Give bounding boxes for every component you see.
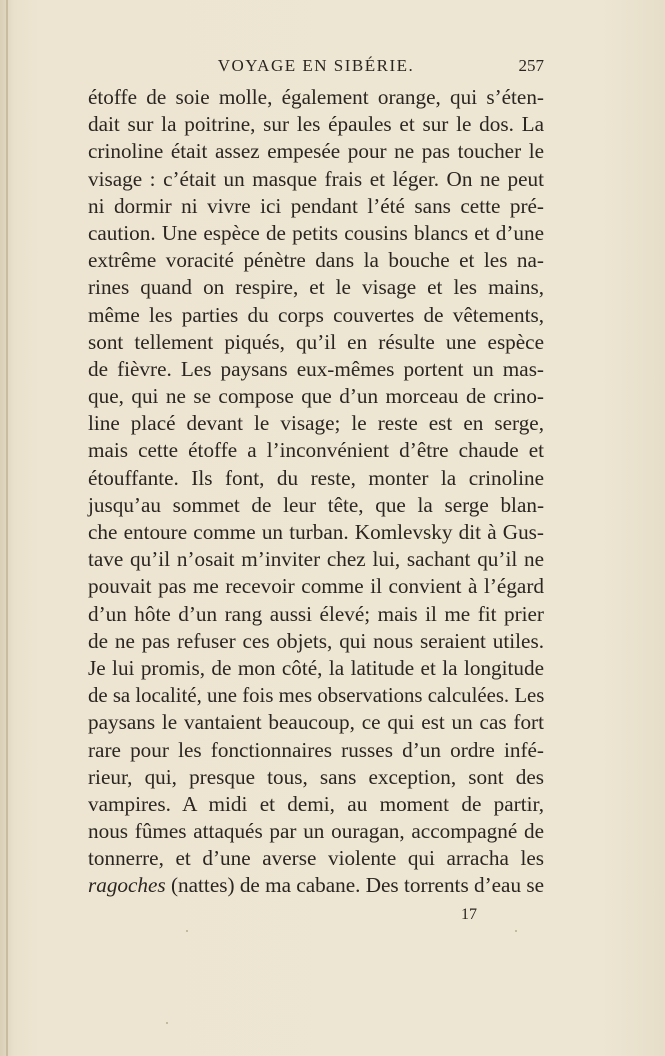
text-line: mais cette étoffe a l’inconvénient d’être chaude et xyxy=(88,438,544,463)
text-line: même les parties du corps couvertes de vêtements, xyxy=(88,302,544,327)
page-gutter-edge xyxy=(6,0,8,1056)
text-line: dait sur la poitrine, sur les épaules et sur le dos. La xyxy=(88,112,544,137)
paper-fleck xyxy=(186,930,188,932)
paper-fleck xyxy=(166,1022,168,1024)
text-line: rines quand on respire, et le visage et les mains, xyxy=(88,275,544,300)
text-line: de fièvre. Les paysans eux-mêmes portent un mas- xyxy=(88,356,544,381)
text-line: Je lui promis, de mon côté, la latitude et la longitude xyxy=(88,655,544,680)
text-line: de ne pas refuser ces objets, qui nous seraient utiles. xyxy=(88,628,544,653)
text-line: tave qu’il n’osait m’inviter chez lui, sachant qu’il ne xyxy=(88,547,544,572)
italic-word: ragoches xyxy=(88,873,166,898)
text-line: de sa localité, une fois mes observations calculées. Les xyxy=(88,683,545,708)
running-header xyxy=(88,54,544,78)
text-line: tonnerre, et d’une averse violente qui arracha les xyxy=(88,846,544,871)
text-line: sont tellement piqués, qu’il en résulte une espèce xyxy=(88,329,544,354)
text-line: extrême voracité pénètre dans la bouche et les na- xyxy=(88,248,544,273)
text-line: rare pour les fonctionnaires russes d’un ordre infé- xyxy=(88,737,544,762)
paper-fleck xyxy=(515,930,517,932)
text-line: d’un hôte d’un rang aussi élevé; mais il me fit prier xyxy=(88,601,544,626)
text-line: rieur, qui, presque tous, sans exception, sont des xyxy=(88,764,544,789)
text-line: caution. Une espèce de petits cousins blancs et d’une xyxy=(88,220,544,245)
text-line: que, qui ne se compose que d’un morceau de crino- xyxy=(88,384,544,409)
text-line-last xyxy=(88,872,544,899)
text-line: étouffante. Ils font, du reste, monter la crinoline xyxy=(88,465,544,490)
text-line: pouvait pas me recevoir comme il convient à l’égard xyxy=(88,574,544,599)
text-line: nous fûmes attaqués par un ouragan, accompagné de xyxy=(88,819,544,844)
text-line: visage : c’était un masque frais et léger. On ne peut xyxy=(88,166,544,191)
text-line: étoffe de soie molle, également orange, qui s’éten- xyxy=(88,85,544,109)
body-text xyxy=(88,84,544,900)
text-line: crinoline était assez empesée pour ne pas toucher le xyxy=(88,139,544,164)
text-line: paysans le vantaient beaucoup, ce qui est un cas fort xyxy=(88,710,544,735)
text-line: che entoure comme un turban. Komlevsky dit à Gus- xyxy=(88,520,544,544)
text-line-rest: (nattes) de ma cabane. Des torrents d’eau se xyxy=(165,873,544,898)
text-line: line placé devant le visage; le reste est en serge, xyxy=(88,411,544,436)
running-title: VOYAGE EN SIBÉRIE. xyxy=(217,56,415,75)
text-line: vampires. A midi et demi, au moment de partir, xyxy=(88,791,544,816)
text-line: jusqu’au sommet de leur tête, que la serge blan- xyxy=(88,492,544,517)
text-line: ni dormir ni vivre ici pendant l’été sans cette pré- xyxy=(88,193,544,218)
page-number: 257 xyxy=(518,56,544,75)
signature-mark: 17 xyxy=(461,906,477,923)
